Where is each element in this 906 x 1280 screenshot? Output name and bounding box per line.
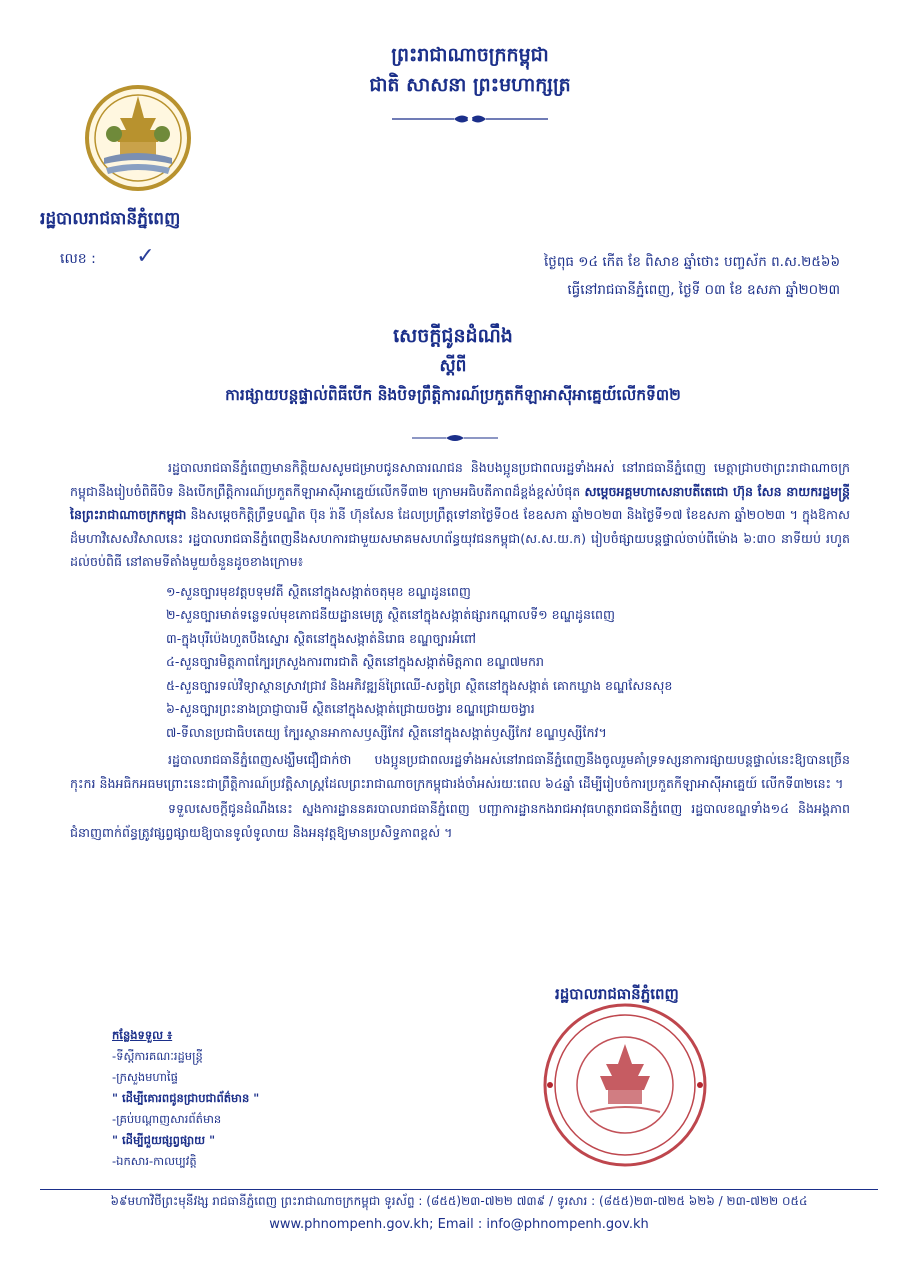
recipients-heading: កន្លែងទទួល ៖ bbox=[112, 1028, 173, 1042]
footer-divider bbox=[40, 1189, 878, 1190]
list-item: -ឯកសារ-កាលប្បវត្តិ bbox=[112, 1154, 197, 1168]
intro-text-c: និងសម្ដេចកិត្តិព្រឹទ្ធបណ្ឌិត ប៊ុន រ៉ានី ហ៊ុនសែន ដែលប្រព្រឹត្តទៅនាថ្ងៃទី០៥ ខែឧសភា ឆ្នាំ២០២៣ និងថ្ងៃទី១៧ ខែឧសភា ឆ្នាំ២០២៣ ។ ក្នុងឱកាសដ៏មហាវិសេសវិសាលនេះ រដ្ឋបាលរាជធានីភ្នំពេញនឹងសហការជាមួយសមាគមសហព័ន្ធយុវជនកម្ពុជា(ស.ស.យ.ក) រៀបចំផ្សាយបន្តផ្ទាល់ចាប់ពីម៉ោង ៦:៣០ នាទីយប់ រហូតដល់ចប់ពិធី នៅតាមទីតាំងមួយចំនួនដូចខាងក្រោម៖ bbox=[70, 507, 850, 569]
paragraph-hope: រដ្ឋបាលរាជធានីភ្នំពេញសង្ឃឹមជឿជាក់ថា បងប្អូនប្រជាពលរដ្ឋទាំងអស់នៅរាជធានីភ្នំពេញនឹងចូលរួមគាំទ្រទស្សនាការផ្សាយបន្តផ្ទាល់នេះឱ្យបានច្រើនកុះករ និងអធិកអធមព្រោះនេះជាព្រឹត្តិការណ៍ប្រវត្តិសាស្ត្រដែលព្រះរាជាណាចក្រកម្ពុជារង់ចាំអស់រយៈពេល ៦៤ឆ្នាំ ដើម្បីរៀបចំការប្រកួតកីឡាអាស៊ីអាគ្នេយ៍ លើកទី៣២នេះ ។ bbox=[70, 752, 850, 791]
reference-number bbox=[60, 244, 155, 270]
ornament-divider-icon bbox=[390, 112, 550, 126]
kingdom-header bbox=[270, 40, 670, 100]
official-seal-icon bbox=[540, 1000, 710, 1170]
list-item: -ក្រសួងមហាផ្ទៃ bbox=[112, 1070, 178, 1084]
document-title bbox=[80, 320, 826, 410]
paragraph-instruction: ទទួលសេចក្ដីជូនដំណឹងនេះ ស្នងការដ្ឋាននគរបាលរាជធានីភ្នំពេញ បញ្ជាការដ្ឋានកងរាជអាវុធហត្ថរាជធានីភ្នំពេញ រដ្ឋបាលខណ្ឌទាំង១៤ និងអង្គភាពជំនាញពាក់ព័ន្ធត្រូវផ្សព្វផ្សាយឱ្យបានទូលំទូលាយ និងអនុវត្តឱ្យមានប្រសិទ្ធភាពខ្ពស់ ។ bbox=[70, 801, 850, 840]
signature-title: រដ្ឋបាលរាជធានីភ្នំពេញ bbox=[555, 985, 679, 1003]
title-line-3: ការផ្សាយបន្តផ្ទាល់ពិធីបើក និងបិទព្រឹត្តិការណ៍ប្រកួតកីឡាអាស៊ីអាគ្នេយ៍លើកទី៣២ bbox=[225, 386, 681, 404]
venue-list bbox=[70, 580, 850, 745]
footer-address: ៦៩មហាវិថីព្រះមុនីវង្ស រាជធានីភ្នំពេញ ព្រះរាជាណាចក្រកម្ពុជា ទូរស័ព្ទ : (៨៥៥)២៣-៧២២ ៧៣៩ / ទូរសារ : (៨៥៥)២៣-៧២៥ ៦២៦ / ២៣-៧២២ ០៥៤ bbox=[110, 1194, 808, 1208]
recipients-block bbox=[112, 1025, 259, 1172]
list-item: -គ្រប់បណ្ដាញសារព័ត៌មាន bbox=[112, 1112, 222, 1126]
lunar-date: ថ្ងៃពុធ ១៤ កើត ខែ ពិសាខ ឆ្នាំថោះ បញ្ចស័ក ព.ស.២៥៦៦ bbox=[543, 254, 840, 270]
list-item: ៤-សួនច្បារមិត្តភាពក្បែរក្រសួងការពារជាតិ ស្ថិតនៅក្នុងសង្កាត់មិត្តភាព ខណ្ឌ៧មករា bbox=[166, 654, 545, 669]
paragraph-intro bbox=[70, 456, 850, 574]
list-item: ៣-ក្នុងបុរីប៉េងហួតបឹងស្នោរ ស្ថិតនៅក្នុងសង្កាត់និរោធ ខណ្ឌច្បារអំពៅ bbox=[166, 630, 477, 646]
organization-name: រដ្ឋបាលរាជធានីភ្នំពេញ bbox=[40, 209, 181, 229]
phnom-penh-logo-icon bbox=[84, 84, 192, 192]
list-item: ៧-ទីលានប្រជាធិបតេយ្យ ក្បែរស្ថានអាកាសឫស្សីកែវ ស្ថិតនៅក្នុងសង្កាត់ឫស្សីកែវ ខណ្ឌឫស្សីកែវ។ bbox=[166, 724, 607, 740]
footer-web-email: www.phnompenh.gov.kh; Email : info@phnompenh.gov.kh bbox=[269, 1217, 649, 1232]
document-date bbox=[400, 248, 840, 304]
list-item: -ទីស្ដីការគណៈរដ្ឋមន្ត្រី bbox=[112, 1049, 203, 1063]
title-line-2: ស្ដីពី bbox=[439, 356, 467, 376]
list-item: " ដើម្បីជួយផ្សព្វផ្សាយ " bbox=[112, 1133, 216, 1147]
reference-label: លេខ : bbox=[60, 251, 96, 267]
solar-date: ធ្វើនៅរាជធានីភ្នំពេញ, ថ្ងៃទី ០៣ ខែ ឧសភា ឆ្នាំ២០២៣ bbox=[567, 282, 840, 298]
list-item: ៦-សួនច្បារព្រះនាងប្រាជ្ញាបារមី ស្ថិតនៅក្នុងសង្កាត់ជ្រោយចង្វារ ខណ្ឌជ្រោយចង្វារ bbox=[166, 701, 535, 716]
intro-text-a: រដ្ឋបាលរាជធានីភ្នំពេញមានកិត្តិយសសូមជម្រាបជូនសាធារណជន និងបងប្អូនប្រជាពលរដ្ឋទាំងអស់ នៅរាជធានីភ្នំពេញ មេត្តាជ្រាបថាព្រះរាជាណាចក្រកម្ពុជានឹងរៀបចំពិធីបិទ និងបើកព្រឹត្តិការណ៍ប្រកួតកីឡាអាស៊ីអាគ្នេយ៍លើកទី៣២ ក្រោមអធិបតីភាពដ៏ខ្ពង់ខ្ពស់បំផុត bbox=[70, 460, 850, 499]
title-line-1: សេចក្ដីជូនដំណឹង bbox=[393, 325, 513, 347]
list-item: ៥-សួនច្បារទល់វិទ្យាស្ថានស្រាវជ្រាវ និងអភិវឌ្ឍន៍ព្រៃឈើ-សត្វព្រៃ ស្ថិតនៅក្នុងសង្កាត់ គោកឃ្លាង ខណ្ឌសែនសុខ bbox=[166, 677, 673, 693]
intro-text-b: សម្ដេចអគ្គមហាសេនាបតីតេជោ ហ៊ុន សែន នាយករដ្ឋមន្ត្រី នៃព្រះរាជាណាចក្រកម្ពុជា bbox=[70, 483, 850, 522]
title-divider-icon bbox=[410, 433, 500, 443]
list-item: ១-សួនច្បារមុខវត្តបទុមវតី ស្ថិតនៅក្នុងសង្កាត់ចតុមុខ ខណ្ឌដូនពេញ bbox=[166, 583, 471, 599]
document-body bbox=[70, 456, 850, 846]
kingdom-name: ព្រះរាជាណាចក្រកម្ពុជា bbox=[391, 44, 549, 66]
reference-check-mark: ✓ bbox=[136, 244, 155, 269]
list-item: " ដើម្បីគោរពជូនជ្រាបជាព័ត៌មាន " bbox=[112, 1091, 260, 1105]
list-item: ២-សួនច្បារមាត់ទន្លេទល់មុខភោជនីយដ្ឋានមេត្រូ ស្ថិតនៅក្នុងសង្កាត់ផ្សារកណ្ដាលទី១ ខណ្ឌដូនពេញ bbox=[166, 607, 615, 622]
national-motto: ជាតិ សាសនា ព្រះមហាក្សត្រ bbox=[369, 74, 571, 96]
